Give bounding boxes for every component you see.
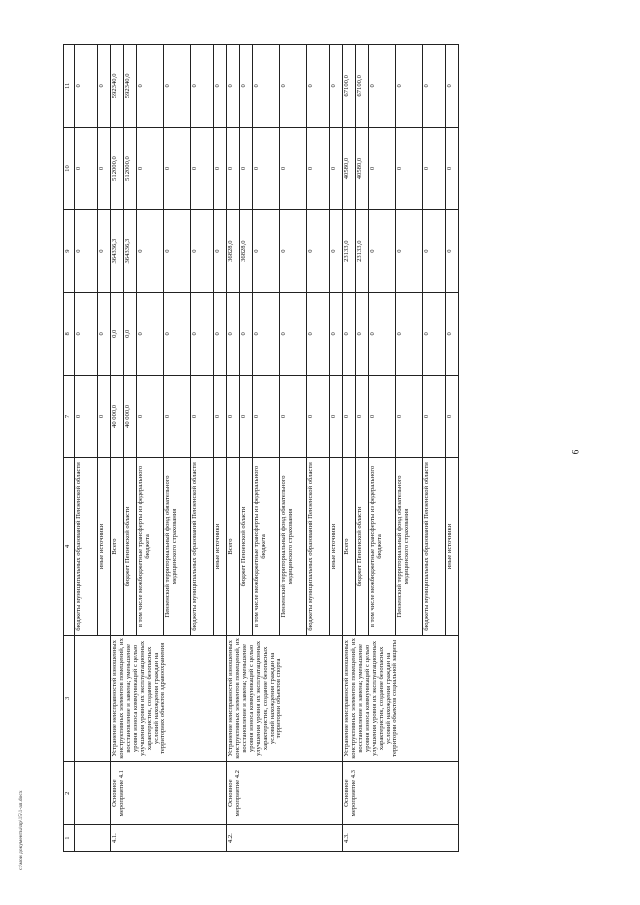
value-cell: 0 [307,45,330,128]
value-cell: 0 [330,45,343,128]
rotated-table-container [63,44,583,852]
value-cell: 0 [423,45,446,128]
value-cell: 0 [280,45,307,128]
source-cell: Пензенский территориальный фонд обязательного медицинского страхования [280,458,307,635]
cell-empty [75,635,111,761]
value-cell: 67100,0 [356,45,369,128]
section-number-cell: 4.1. [111,825,227,852]
value-cell: 40 000,0 [111,375,124,458]
value-cell: 0 [98,375,111,458]
source-cell: иные источники [330,458,343,635]
value-cell: 0 [446,375,459,458]
value-cell: 0 [343,292,356,375]
section-description-cell: Устранение неисправностей изношенных конструктивных элементов помещений, их восстановление и замена; уменьшение уровня износа коммуникаций с целью улучшения уровня их эксплуатационных характеристик, создание безопасных условий нахождения граждан на территории объектов спорта [227,635,343,761]
value-cell: 0 [75,45,98,128]
header-cell: 3 [64,635,75,761]
value-cell: 0 [423,375,446,458]
value-cell: 364336,3 [111,210,124,293]
value-cell: 0 [214,292,227,375]
value-cell: 0 [280,210,307,293]
value-cell: 0 [164,292,191,375]
value-cell: 0 [164,45,191,128]
value-cell: 0 [280,375,307,458]
value-cell: 0 [369,292,396,375]
value-cell: 23133,0 [356,210,369,293]
value-cell: 0 [137,210,164,293]
value-cell: 0 [396,210,423,293]
value-cell: 592340,0 [124,45,137,128]
source-cell: иные источники [446,458,459,635]
value-cell: 0 [191,45,214,128]
value-cell: 0 [191,127,214,210]
header-cell: 1 [64,825,75,852]
source-cell: Всего [111,458,124,635]
source-cell: Всего [343,458,356,635]
section-name-cell: Основное мероприятие 4.2 [227,762,343,825]
value-cell: 67100,0 [343,45,356,128]
value-cell: 0,0 [124,292,137,375]
value-cell: 40580,0 [356,127,369,210]
source-cell: в том числе межбюджетные трансферты из федерального бюджета [369,458,396,635]
value-cell: 0 [164,127,191,210]
value-cell: 0 [240,375,253,458]
value-cell: 0 [446,210,459,293]
value-cell: 36828,0 [240,210,253,293]
value-cell: 0 [253,45,280,128]
source-cell: в том числе межбюджетные трансферты из федерального бюджета [253,458,280,635]
page-number: 6 [570,449,581,455]
value-cell: 0 [446,45,459,128]
header-cell: 2 [64,762,75,825]
value-cell: 0 [446,292,459,375]
source-cell: бюджеты муниципальных образований Пензенской области [423,458,446,635]
header-row [64,45,75,852]
table-row [343,45,356,852]
value-cell: 23133,0 [343,210,356,293]
table-row [227,45,240,852]
value-cell: 0 [240,45,253,128]
header-cell: 9 [64,210,75,293]
value-cell: 0 [214,375,227,458]
source-cell: бюджеты муниципальных образований Пензенской области [307,458,330,635]
source-cell: иные источники [214,458,227,635]
value-cell: 0 [191,375,214,458]
value-cell: 0 [423,210,446,293]
header-cell: 7 [64,375,75,458]
value-cell: 0 [396,375,423,458]
value-cell: 0 [280,127,307,210]
value-cell: 0 [330,210,343,293]
value-cell: 36828,0 [227,210,240,293]
value-cell: 0 [214,45,227,128]
source-cell: в том числе межбюджетные трансферты из федерального бюджета [137,458,164,635]
source-cell: иные источники [98,458,111,635]
section-number-cell: 4.3. [343,825,459,852]
source-cell: бюджет Пензенской области [240,458,253,635]
value-cell: 0 [396,45,423,128]
source-cell: бюджеты муниципальных образований Пензенской области [191,458,214,635]
value-cell: 40580,0 [343,127,356,210]
cell-empty [75,762,111,825]
source-cell: бюджет Пензенской области [124,458,137,635]
table-body [75,45,459,852]
cell-empty [75,825,111,852]
value-cell: 0 [307,127,330,210]
value-cell: 0 [330,127,343,210]
value-cell: 0 [356,375,369,458]
value-cell: 0 [240,292,253,375]
header-cell: 4 [64,458,75,635]
source-cell: Всего [227,458,240,635]
value-cell: 364336,3 [124,210,137,293]
value-cell: 0 [191,292,214,375]
value-cell: 0 [280,292,307,375]
value-cell: 0 [98,127,111,210]
value-cell: 0 [137,45,164,128]
value-cell: 0 [75,127,98,210]
section-description-cell: Устранение неисправностей изношенных конструктивных элементов помещений, их восстановление и замена; уменьшение уровня износа коммуникаций с целью улучшения уровня их эксплуатационных характеристик, создание безопасных условий нахождения граждан на территориях объектов здравоохранения [111,635,227,761]
value-cell: 0 [227,45,240,128]
value-cell: 512000,0 [111,127,124,210]
table-row [111,45,124,852]
header-cell: 10 [64,127,75,210]
value-cell: 0 [98,210,111,293]
value-cell: 0 [369,127,396,210]
value-cell: 0 [253,127,280,210]
value-cell: 0 [191,210,214,293]
value-cell: 0 [307,210,330,293]
value-cell: 0 [137,127,164,210]
value-cell: 0 [75,210,98,293]
value-cell: 0 [98,292,111,375]
header-cell: 11 [64,45,75,128]
value-cell: 0 [307,375,330,458]
value-cell: 0 [227,375,240,458]
value-cell: 0 [396,127,423,210]
value-cell: 0 [137,375,164,458]
file-path-footer: c:\мои документы\пр\15\1-ап.docx [18,790,24,870]
section-description-cell: Устранение неисправностей изношенных конструктивных элементов помещений, их восстановление и замена; уменьшение уровня износа коммуникаций с целью улучшения уровня их эксплуатационных характеристик, создание безопасных условий нахождения граждан на территории объектов социальной защиты [343,635,459,761]
value-cell: 0 [227,127,240,210]
value-cell: 0 [75,292,98,375]
value-cell: 0 [253,375,280,458]
value-cell: 0 [307,292,330,375]
source-cell: бюджеты муниципальных образований Пензенской области [75,458,98,635]
value-cell: 0 [369,45,396,128]
value-cell: 0 [253,292,280,375]
funding-table [63,44,459,852]
value-cell: 0 [240,127,253,210]
section-name-cell: Основное мероприятие 4.1 [111,762,227,825]
source-cell: бюджет Пензенской области [356,458,369,635]
value-cell: 0 [369,210,396,293]
value-cell: 0 [98,45,111,128]
value-cell: 512000,0 [124,127,137,210]
value-cell: 0 [423,292,446,375]
source-cell: Пензенский территориальный фонд обязательного медицинского страхования [164,458,191,635]
value-cell: 0 [369,375,396,458]
value-cell: 0 [343,375,356,458]
value-cell: 0 [227,292,240,375]
value-cell: 0 [423,127,446,210]
value-cell: 0,0 [111,292,124,375]
source-cell: Пензенский территориальный фонд обязательного медицинского страхования [396,458,423,635]
value-cell: 0 [75,375,98,458]
value-cell: 0 [253,210,280,293]
section-name-cell: Основное мероприятие 4.3 [343,762,459,825]
value-cell: 0 [446,127,459,210]
value-cell: 0 [137,292,164,375]
value-cell: 0 [356,292,369,375]
value-cell: 0 [396,292,423,375]
value-cell: 0 [214,210,227,293]
header-cell: 8 [64,292,75,375]
value-cell: 0 [330,292,343,375]
table-row [75,45,98,852]
value-cell: 0 [164,210,191,293]
value-cell: 0 [214,127,227,210]
section-number-cell: 4.2. [227,825,343,852]
value-cell: 40 000,0 [124,375,137,458]
value-cell: 0 [164,375,191,458]
value-cell: 592340,0 [111,45,124,128]
value-cell: 0 [330,375,343,458]
